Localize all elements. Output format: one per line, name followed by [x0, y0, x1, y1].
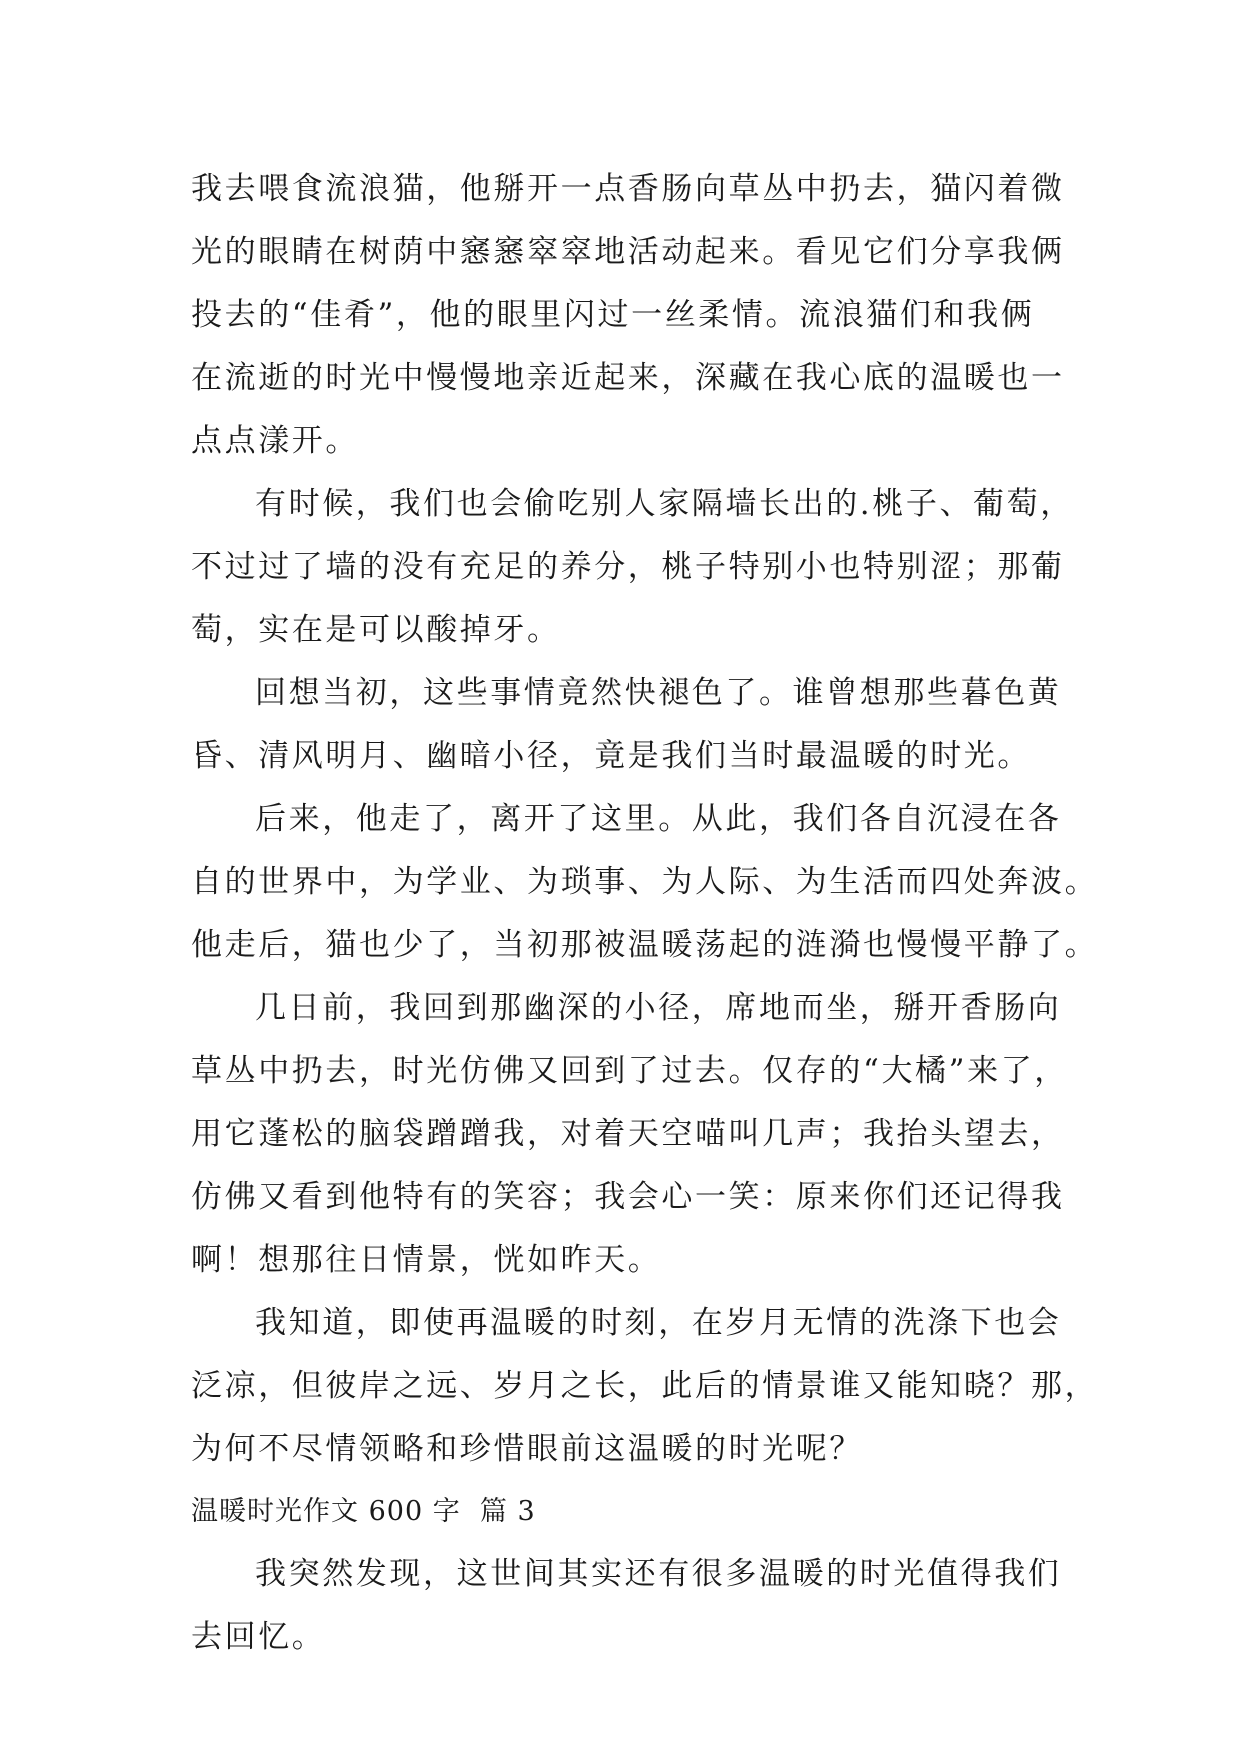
text-line: 有时候，我们也会偷吃别人家隔墙长出的.桃子、葡萄， — [255, 486, 1074, 522]
text-line: 我知道，即使再温暖的时刻，在岁月无情的洗涤下也会 — [255, 1305, 1062, 1341]
text-line: 草丛中扔去，时光仿佛又回到了过去。仅存的“大橘”来了， — [191, 1053, 1068, 1089]
text-line: 昏、清风明月、幽暗小径，竟是我们当时最温暖的时光。 — [191, 738, 1031, 774]
text-line: 我突然发现，这世间其实还有很多温暖的时光值得我们 — [255, 1556, 1062, 1592]
text-line: 后来，他走了，离开了这里。从此，我们各自沉浸在各 — [255, 801, 1062, 837]
paragraph — [191, 473, 1074, 662]
text-line: 几日前，我回到那幽深的小径，席地而坐，掰开香肠向 — [255, 990, 1062, 1026]
section-heading: 温暖时光作文 600 字 篇 3 — [191, 1496, 536, 1527]
text-line: 为何不尽情领略和珍惜眼前这温暖的时光呢？ — [191, 1431, 863, 1467]
text-line: 啊！想那往日情景，恍如昨天。 — [191, 1242, 662, 1278]
text-line: 仿佛又看到他特有的笑容；我会心一笑：原来你们还记得我 — [191, 1179, 1065, 1215]
text-line: 回想当初，这些事情竟然快褪色了。谁曾想那些暮色黄 — [255, 675, 1062, 711]
paragraph — [191, 788, 1099, 977]
text-line: 泛凉，但彼岸之远、岁月之长，此后的情景谁又能知晓？那， — [191, 1368, 1099, 1404]
paragraph — [191, 1292, 1099, 1481]
text-line: 用它蓬松的脑袋蹭蹭我，对着天空喵叫几声；我抬头望去， — [191, 1116, 1065, 1152]
document-body — [191, 158, 1099, 1669]
text-line: 自的世界中，为学业、为琐事、为人际、为生活而四处奔波。 — [191, 864, 1099, 900]
text-line: 萄，实在是可以酸掉牙。 — [191, 612, 561, 648]
text-line: 在流逝的时光中慢慢地亲近起来，深藏在我心底的温暖也一 — [191, 360, 1065, 396]
text-line: 光的眼睛在树荫中窸窸窣窣地活动起来。看见它们分享我俩 — [191, 234, 1065, 270]
text-line: 投去的“佳肴”，他的眼里闪过一丝柔情。流浪猫们和我俩 — [191, 297, 1035, 333]
paragraph — [191, 977, 1071, 1292]
paragraph — [191, 158, 1071, 473]
paragraph — [191, 1543, 1071, 1669]
text-line: 不过过了墙的没有充足的养分，桃子特别小也特别涩；那葡 — [191, 549, 1065, 585]
text-line: 去回忆。 — [191, 1619, 326, 1655]
text-line: 我去喂食流浪猫，他掰开一点香肠向草丛中扔去，猫闪着微 — [191, 171, 1065, 207]
text-line: 他走后，猫也少了，当初那被温暖荡起的涟漪也慢慢平静了。 — [191, 927, 1099, 963]
paragraph — [191, 662, 1071, 788]
text-line: 点点漾开。 — [191, 423, 359, 459]
